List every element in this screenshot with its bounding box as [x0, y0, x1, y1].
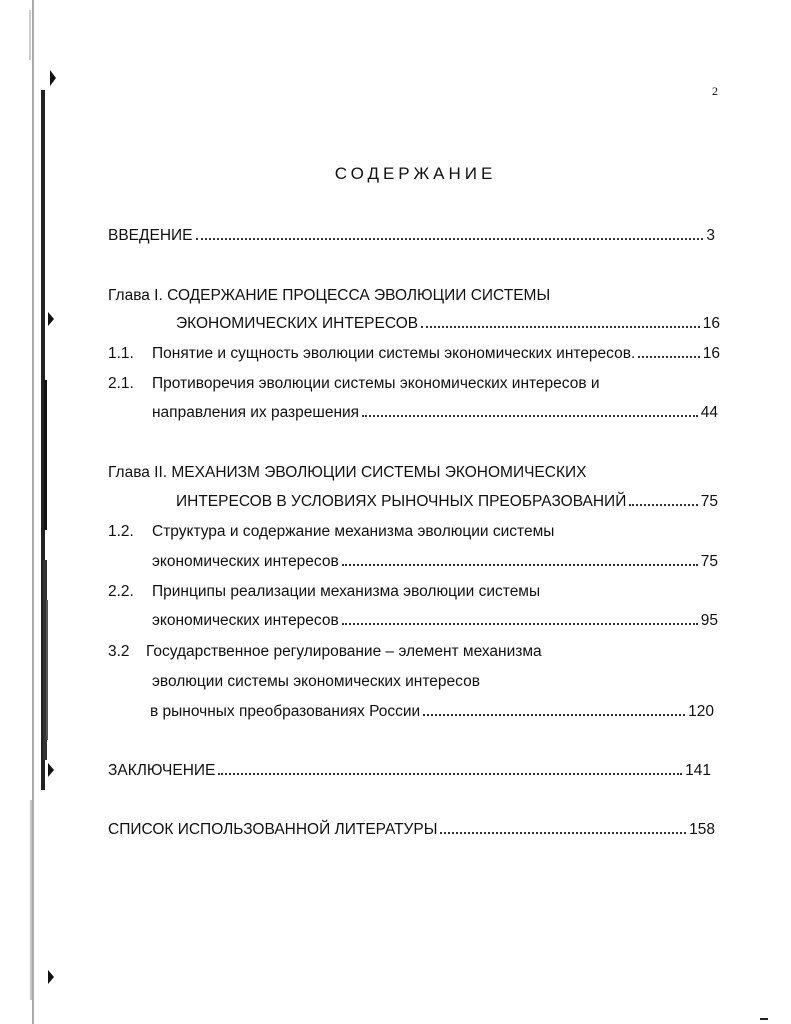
dot-leader: [362, 415, 698, 417]
scan-mark: [760, 1018, 768, 1020]
entry-page: 120: [688, 703, 714, 720]
toc-entry-section: [150, 702, 714, 722]
entry-page: 141: [685, 762, 711, 779]
toc-entry-section: [152, 344, 720, 364]
toc-entry-section: [152, 552, 718, 572]
section-title: Противоречия эволюции системы экономических интересов и: [152, 375, 600, 392]
toc-entry-section: [152, 403, 718, 423]
entry-page: 44: [700, 404, 718, 421]
entry-label: в рыночных преобразованиях России: [150, 703, 421, 720]
toc-entry-intro: [108, 226, 715, 246]
chapter-1-heading-cont: [176, 314, 720, 334]
dot-leader: [342, 623, 698, 625]
section-title-cont: эволюции системы экономических интересов: [152, 673, 480, 690]
entry-page: 16: [702, 315, 720, 332]
dot-leader: [342, 564, 698, 566]
chapter-1-heading: Глава I. СОДЕРЖАНИЕ ПРОЦЕССА ЭВОЛЮЦИИ СИСТЕМЫ: [108, 287, 551, 304]
page-number: 2: [712, 84, 718, 98]
entry-label: направления их разрешения: [152, 404, 360, 421]
dot-leader: [440, 832, 686, 834]
entry-label: ВВЕДЕНИЕ: [108, 227, 193, 244]
entry-label: экономических интересов: [152, 612, 339, 629]
section-number: 1.1.: [108, 345, 134, 362]
dot-leader: [638, 356, 699, 358]
toc-entry-references: [108, 820, 715, 840]
section-number: 2.2.: [108, 583, 134, 600]
section-number: 3.2: [108, 643, 130, 660]
entry-page: 16: [702, 345, 720, 362]
entry-page: 95: [700, 612, 718, 629]
toc-entry-section: [152, 611, 718, 631]
entry-page: 75: [700, 553, 718, 570]
dot-leader: [629, 504, 697, 506]
section-number: 2.1.: [108, 375, 134, 392]
chapter-2-heading: Глава II. МЕХАНИЗМ ЭВОЛЮЦИИ СИСТЕМЫ ЭКОНОМИЧЕСКИХ: [108, 464, 587, 481]
entry-label: ЭКОНОМИЧЕСКИХ ИНТЕРЕСОВ: [176, 315, 419, 332]
entry-label: ИНТЕРЕСОВ В УСЛОВИЯХ РЫНОЧНЫХ ПРЕОБРАЗОВАНИЙ: [176, 493, 627, 510]
chapter-2-heading-cont: [176, 492, 718, 512]
section-title: Принципы реализации механизма эволюции системы: [152, 583, 541, 600]
scan-binding-edge: [0, 0, 70, 1024]
section-number: 1.2.: [108, 523, 134, 540]
entry-page: 75: [700, 493, 718, 510]
dot-leader: [423, 714, 685, 716]
dot-leader: [421, 326, 700, 328]
entry-label: экономических интересов: [152, 553, 339, 570]
toc-title: СОДЕРЖАНИЕ: [334, 164, 497, 183]
section-title: Государственное регулирование – элемент механизма: [146, 643, 542, 660]
entry-label: Понятие и сущность эволюции системы экономических интересов.: [152, 345, 636, 362]
section-title: Структура и содержание механизма эволюции системы: [152, 523, 555, 540]
dot-leader: [218, 773, 682, 775]
entry-label: ЗАКЛЮЧЕНИЕ: [108, 762, 216, 779]
entry-page: 3: [706, 227, 715, 244]
dot-leader: [196, 238, 704, 240]
entry-label: СПИСОК ИСПОЛЬЗОВАННОЙ ЛИТЕРАТУРЫ: [108, 821, 438, 838]
entry-page: 158: [689, 821, 715, 838]
toc-entry-conclusion: [108, 761, 711, 781]
